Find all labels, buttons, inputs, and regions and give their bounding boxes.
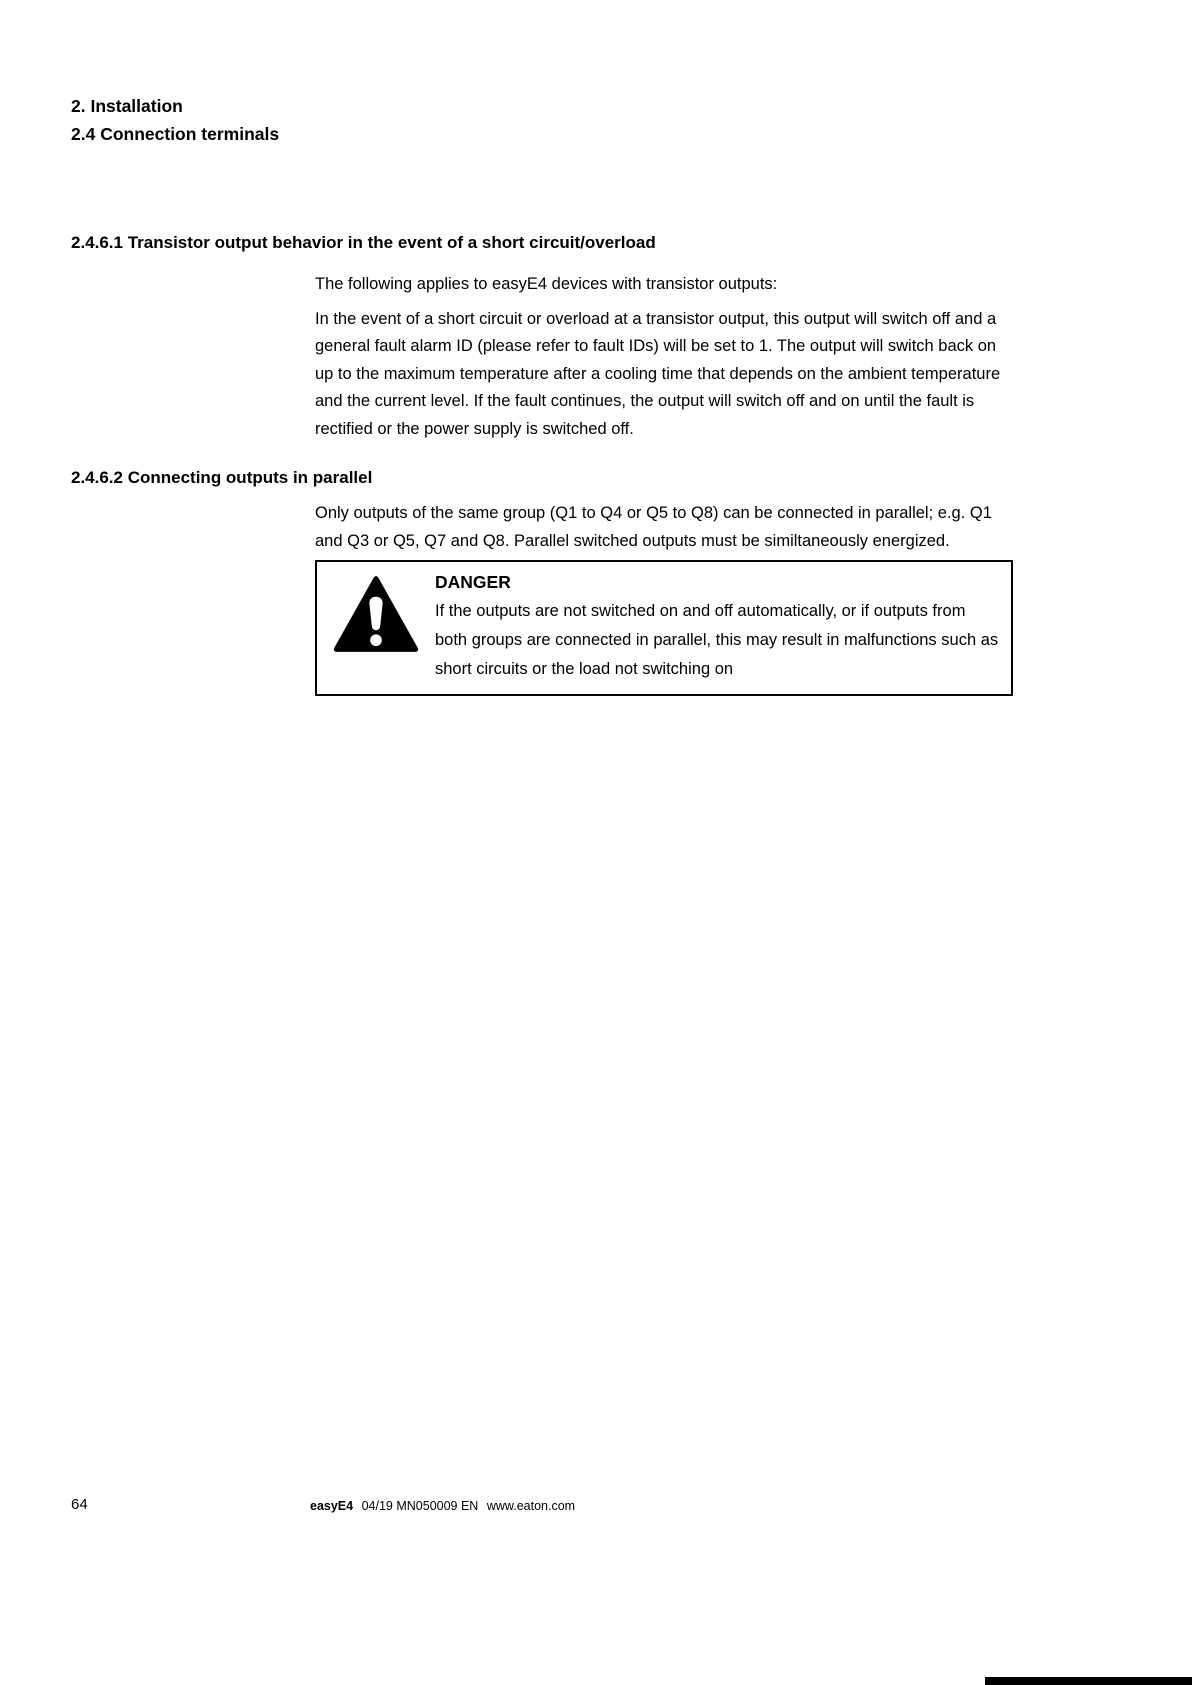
scan-artifact-bar: [985, 1677, 1192, 1685]
footer-url: www.eaton.com: [486, 1499, 576, 1513]
danger-text: If the outputs are not switched on and off automatically, or if outputs from both groups are connected in parallel, this may result in malfunctions such as short circuits or the load not switching on: [435, 602, 999, 678]
paragraph: The following applies to easyE4 devices with transistor outputs:: [315, 275, 778, 293]
section-content-1: [315, 271, 1013, 443]
page-number: 64: [71, 1496, 88, 1513]
running-header: [71, 92, 279, 148]
heading-connecting-outputs-parallel: 2.4.6.2 Connecting outputs in parallel: [71, 468, 373, 487]
chapter-title: 2. Installation: [71, 96, 183, 116]
danger-content: [435, 562, 1011, 694]
footer-meta: [310, 1499, 580, 1513]
page-footer: [0, 1496, 1192, 1520]
paragraph: In the event of a short circuit or overload at a transistor output, this output will switch off and a general fault alarm ID (please refer to fault IDs) will be set to 1. The output will switch back on up to the maximum temperature after a cooling time that depends on the ambient temperature and the current level. If the fault continues, the output will switch off and on until the fault is rectified or the power supply is switched off.: [315, 309, 1001, 438]
section-content-2: [315, 500, 1013, 696]
warning-triangle-icon: [317, 562, 435, 694]
danger-title: DANGER: [435, 572, 511, 592]
section-title: 2.4 Connection terminals: [71, 124, 280, 144]
footer-brand: easyE4: [310, 1499, 354, 1513]
paragraph: Only outputs of the same group (Q1 to Q4 or Q5 to Q8) can be connected in parallel; e.g. Q1 and Q3 or Q5, Q7 and Q8. Parallel switched outputs must be similtaneously energized.: [315, 504, 992, 550]
danger-warning-box: [315, 560, 1013, 696]
heading-transistor-output-behavior: 2.4.6.1 Transistor output behavior in the event of a short circuit/overload: [71, 233, 656, 252]
footer-doc-meta: 04/19 MN050009 EN: [361, 1499, 479, 1513]
